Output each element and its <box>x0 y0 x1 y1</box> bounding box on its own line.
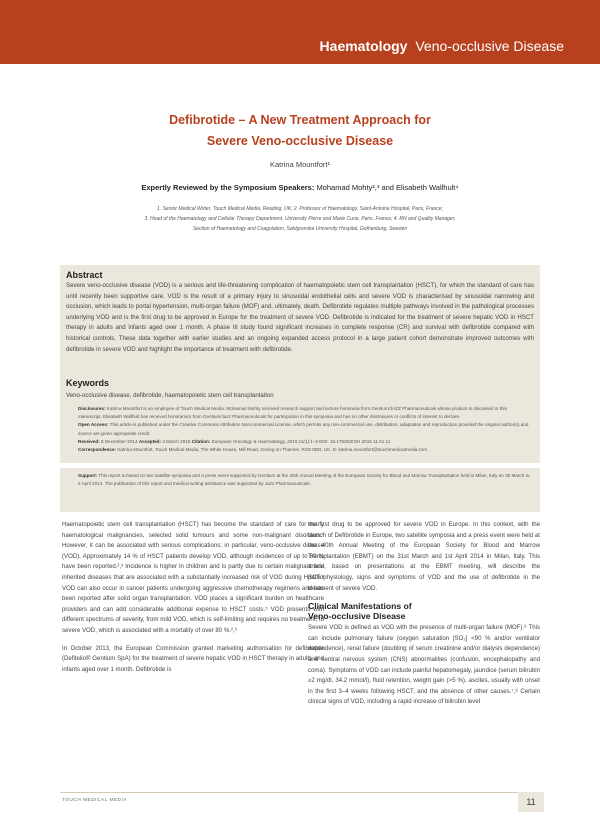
body-column-left <box>62 520 324 682</box>
affiliation-line-3: Section of Haematology and Coagulation, Sahlgrenska University Hospital, Gothenburg, Sweden <box>192 226 408 232</box>
journal-section-title <box>320 38 564 54</box>
body-paragraph: Haematopoietic stem cell transplantation (HSCT) has become the standard of care for many haematological malignancies, selected solid tumours and some non-malignant disorders.¹ However, it can be associated with serious complications; in particular, veno-occlusive disease (VOD). Approximately 14 % of HSCT patients develop VOD, although incidences of up to 60 % have been reported.²,³ Incidence is higher in children and is partly due to certain malignant and inherited diseases that are associated with a substantially increased risk of VOD during HSCT.⁴ VOD can also occur in cancer patients undergoing aggressive chemotherapy regimens and has been reported after solid organ transplantation. VOD places a significant burden on healthcare providers and can add considerable additional expense to HSCT costs.⁵ VOD presents with different spectrums of severity, from mild VOD, which is self-limiting and requires no treatment, to severe VOD, which is associated with a mortality of over 80 %.²,⁶ <box>62 521 324 634</box>
section-heading-line-2: Veno-occlusive Disease <box>308 611 406 622</box>
citation-label: Citation: <box>191 438 211 444</box>
affiliation-line-1: 1. Senior Medical Writer, Touch Medical Media, Reading, UK; 2. Professor of Haematology, Saint-Antoine Hospital, Paris, France; <box>157 206 443 212</box>
accepted-date: 4 March 2015 <box>162 438 191 444</box>
disclosures-label: Disclosures: <box>78 406 106 411</box>
section-category: Haematology <box>319 38 408 54</box>
disclosures-text: Katrina Mountfort is an employee of Touch Medical Media. Mohamad Mohty received research support and lecture honoraria from Gentium/JAZZ Pharmaceuticals whose product is discussed in this manuscript. Elisabeth Wallhult has received honorarium from Gentium/Jazz Pharmaceuticals for participation in this symposia and has no other disclosures or conflicts of interest to declare. <box>78 406 507 420</box>
body-paragraph: Severe VOD is defined as VOD with the presence of multi-organ failure (MOF).⁶ This can include pulmonary failure (oxygen saturation [SO₂] <90 % and/or ventilator dependence), renal failure (doubling of serum creatinine and/or dialysis dependence) and central nervous system (CNS) abnormalities (confusion, encephalopathy and coma). Symptoms of VOD can include painful hepatomegaly, jaundice (serum bilirubin ≥2 mg/dl, 34.2 mmol/l), fluid retention, weight gain (>5 %), ascites, usually with onset in the first 3–4 weeks following HSCT, and the absence of other causes.⁷,⁸ Certain clinical signs of VOD, including a rapid increase of bilirubin level <box>308 624 540 706</box>
section-subcategory: Veno-occlusive Disease <box>415 38 564 54</box>
footer-divider <box>60 792 540 793</box>
accepted-label: Accepted: <box>138 438 162 444</box>
abstract-text: Severe veno-occlusive disease (VOD) is a serious and life-threatening complication of haematopoietic stem cell transplantation (HSCT), for which the standard of care has until recently been supportive care. VOD is the result of a primary injury to sinusoidal endothelial cells and severe VOD is characterised by sinusoidal narrowing and occlusion, which leads to portal hypertension, multi-organ failure (MOF) and, ultimately, death. Defibrotide regulates multiple pathways involved in the pathological processes underlying VOD and is the first drug to be approved in Europe for the treatment of severe VOD. Defibrotide is indicated for the treatment of severe hepatic VOD in HSCT therapy in adults and infants aged over 1 month. A phase III study found significant increases in complete response (CR) and survival with defibrotide compared with historical controls. These data together with earlier studies and an ongoing expanded access protocol in a large patient cohort demonstrate improved outcomes with defibrotide in severe VOD and highlight the importance of treatment with defibrotide. <box>66 282 534 353</box>
reviewed-by <box>60 183 540 192</box>
disclosures-block <box>78 405 530 454</box>
received-date: 5 December 2014 <box>101 438 138 444</box>
body-paragraph: In October 2013, the European Commission granted marketing authorisation for defibrotide (Defitelio® Gentium SpA) for the treatment of severe hepatic VOD in HSCT therapy in adults and infants aged over 1 month. Defibrotide is <box>62 644 324 673</box>
keywords-heading: Keywords <box>66 378 110 388</box>
affiliation-line-2: 3. Head of the Haematology and Cellular Therapy Department, University Pierre and Marie Curie, Paris, France; 4. RN and Quality Manager, <box>144 216 456 222</box>
footer-publisher: TOUCH MEDICAL MEDIA <box>62 797 127 802</box>
support-text: This report is based on two satellite symposia and a press event supported by Gentium at the 40th Annual Meeting of the European Society for Blood and Marrow Transplantation held in Milan, Italy on 30 March to 2 April 2014. The publication of this report and medical writing assistance was supported by Jazz Pharmaceuticals. <box>78 473 530 487</box>
article-title-line-2: Severe Veno-occlusive Disease <box>206 134 394 148</box>
correspondence-text: Katrina Mountfort, Touch Medical Media, The White House, Mill Road, Goring-on-Thames, RG8 9DD, UK. E: katrina.mountfort@touchmedicalmedia.com <box>117 447 428 453</box>
journal-header-band <box>0 0 600 64</box>
article-author: Katrina Mountfort¹ <box>269 160 331 169</box>
reviewed-label: Expertly Reviewed by the Symposium Speakers: <box>141 183 315 192</box>
page-number: 11 <box>526 797 536 807</box>
received-label: Received: <box>78 438 100 444</box>
abstract-heading: Abstract <box>66 270 103 280</box>
support-label: Support: <box>78 473 98 478</box>
support-block <box>78 472 530 488</box>
body-column-right <box>308 520 540 715</box>
body-paragraph: the first drug to be approved for severe VOD in Europe. In this context, with the launch of Defibrotide in Europe, two satellite symposia and a press event were held at the 40th Annual Meeting of the European Society for Blood and Marrow Transplantation (EBMT) on the 31st March and 1st April 2014 in Milan, Italy. This article, based on presentations at the EBMT meeting, will describe the pathophysiology, signs and symptoms of VOD and the use of defibrotide in the treatment of severe VOD. <box>308 521 540 592</box>
section-heading-line-1: Clinical Manifestations of <box>308 601 412 612</box>
correspondence-label: Correspondence: <box>78 447 117 453</box>
open-access-text: This article is published under the Creative Commons Attribution Noncommercial License, which permits any non-commercial use, distribution, adaptation and reproduction provided the original author(s) and source are given appropriate credit. <box>78 422 529 436</box>
section-heading <box>308 601 540 621</box>
reviewed-names: Mohamad Mohty²,³ and Elisabeth Wallhult⁴ <box>316 183 459 192</box>
open-access-label: Open Access: <box>78 422 109 428</box>
citation-text: European Oncology & Haematology, 2015;11(1):1–6 <box>211 438 318 444</box>
article-title-line-1: Defibrotide – A New Treatment Approach for <box>169 113 431 127</box>
keywords-text: Veno-occlusive disease, defibrotide, haematopoietic stem cell transplantation <box>66 392 274 399</box>
doi-text: DOI: 10.17925/EOH.2015.11.01.11 <box>319 438 391 444</box>
